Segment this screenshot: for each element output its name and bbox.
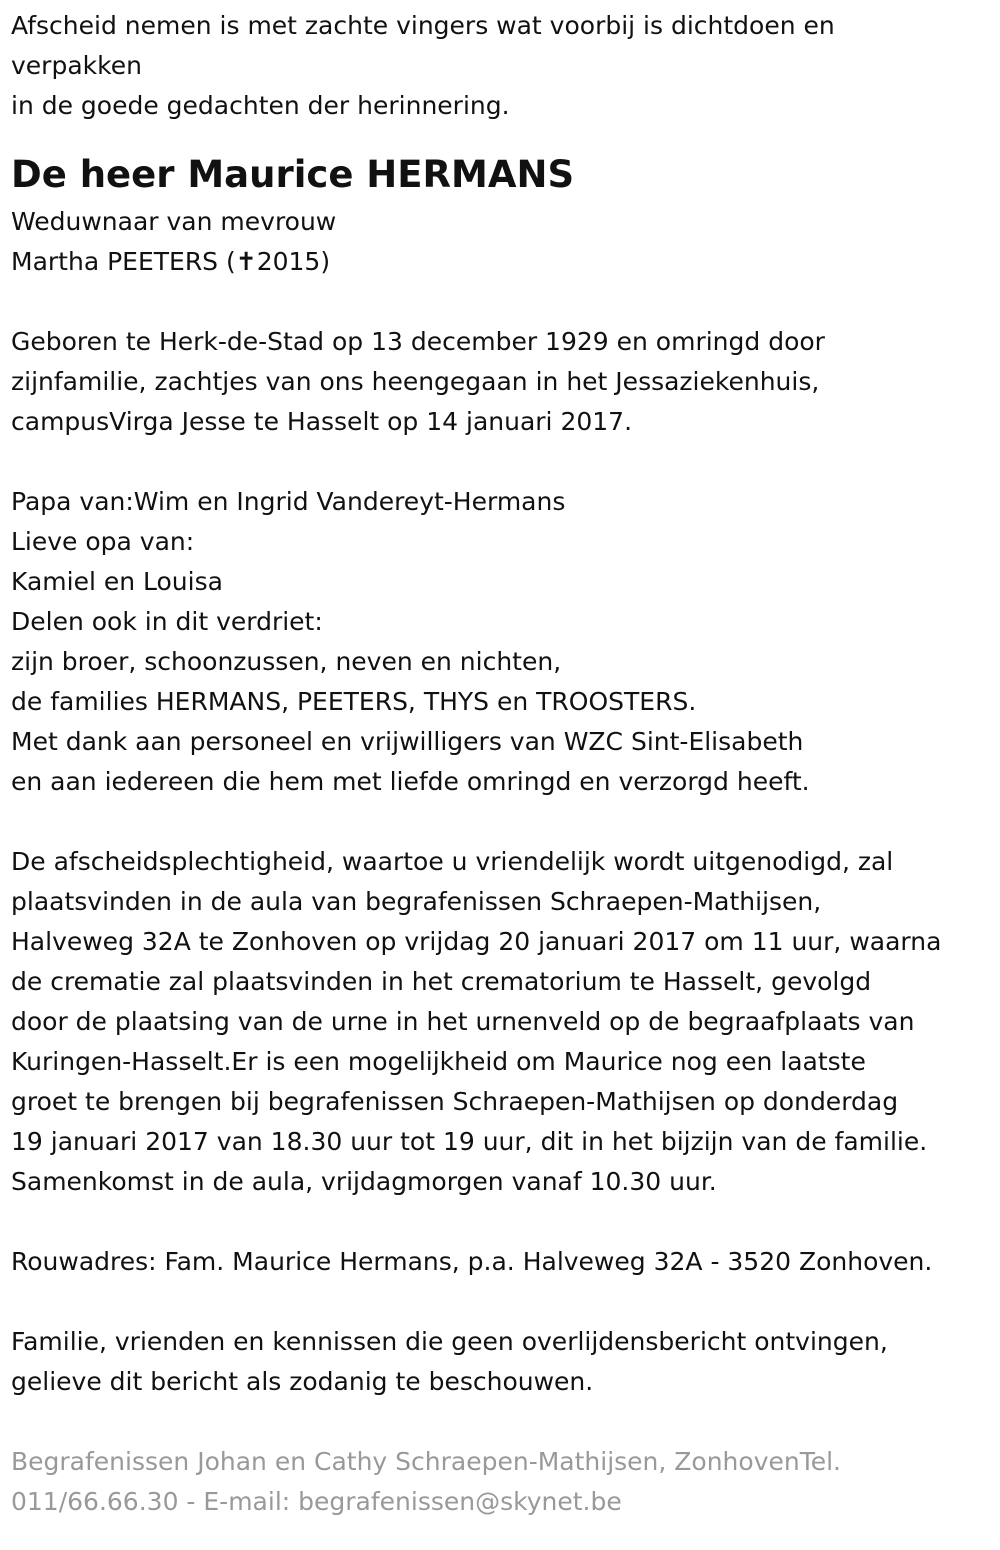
ceremony-line: groet te brengen bij begrafenissen Schraepen-Mathijsen op donderdag [11,1087,899,1116]
family-line: de families HERMANS, PEETERS, THYS en TROOSTERS. [11,687,697,716]
ceremony-block [11,842,990,1202]
family-line: Delen ook in dit verdriet: [11,607,323,636]
ceremony-line: Samenkomst in de aula, vrijdagmorgen vanaf 10.30 uur. [11,1167,717,1196]
birth-death-line: zijnfamilie, zachtjes van ons heengegaan in het Jessaziekenhuis, [11,367,820,396]
family-line: Lieve opa van: [11,527,195,556]
family-block [11,482,990,802]
notice-block [11,1322,990,1402]
notice-line: Familie, vrienden en kennissen die geen overlijdensbericht ontvingen, [11,1327,888,1356]
poem-line: Afscheid nemen is met zachte vingers wat voorbij is dichtdoen en [11,11,835,40]
spacer [11,282,990,322]
relation-line: Martha PEETERS (✝2015) [11,247,331,276]
birth-death-line: campusVirga Jesse te Hasselt op 14 januari 2017. [11,407,633,436]
ceremony-line: de crematie zal plaatsvinden in het crematorium te Hasselt, gevolgd [11,967,872,996]
mourning-address [11,1242,990,1282]
ceremony-line: Halveweg 32A te Zonhoven op vrijdag 20 januari 2017 om 11 uur, waarna [11,927,942,956]
spacer [11,1402,990,1442]
ceremony-line: Kuringen-Hasselt.Er is een mogelijkheid om Maurice nog een laatste [11,1047,866,1076]
footer-line: Begrafenissen Johan en Cathy Schraepen-Mathijsen, ZonhovenTel. [11,1447,842,1476]
ceremony-line: 19 januari 2017 van 18.30 uur tot 19 uur, dit in het bijzijn van de familie. [11,1127,928,1156]
poem-line: verpakken [11,51,142,80]
deceased-name: De heer Maurice HERMANS [11,153,575,196]
notice-line: gelieve dit bericht als zodanig te beschouwen. [11,1367,594,1396]
birth-death-line: Geboren te Herk-de-Stad op 13 december 1929 en omringd door [11,327,825,356]
family-line: zijn broer, schoonzussen, neven en nichten, [11,647,562,676]
family-line: Papa van:Wim en Ingrid Vandereyt-Hermans [11,487,566,516]
intro-poem [11,6,990,126]
spacer [11,1282,990,1322]
ceremony-line: plaatsvinden in de aula van begrafenissen Schraepen-Mathijsen, [11,887,822,916]
family-line: Met dank aan personeel en vrijwilligers van WZC Sint-Elisabeth [11,727,804,756]
footer-contact-line[interactable]: 011/66.66.30 - E-mail: begrafenissen@skynet.be [11,1487,622,1516]
relation-line: Weduwnaar van mevrouw [11,207,337,236]
address-line: Rouwadres: Fam. Maurice Hermans, p.a. Halveweg 32A - 3520 Zonhoven. [11,1247,933,1276]
poem-line: in de goede gedachten der herinnering. [11,91,510,120]
funeral-home-footer [11,1442,990,1522]
spacer [11,1202,990,1242]
ceremony-line: door de plaatsing van de urne in het urnenveld op de begraafplaats van [11,1007,915,1036]
birth-death-block [11,322,990,442]
family-line: Kamiel en Louisa [11,567,223,596]
ceremony-line: De afscheidsplechtigheid, waartoe u vriendelijk wordt uitgenodigd, zal [11,847,894,876]
family-line: en aan iedereen die hem met liefde omringd en verzorgd heeft. [11,767,810,796]
relation-block [11,202,990,282]
spacer [11,442,990,482]
spacer [11,802,990,842]
